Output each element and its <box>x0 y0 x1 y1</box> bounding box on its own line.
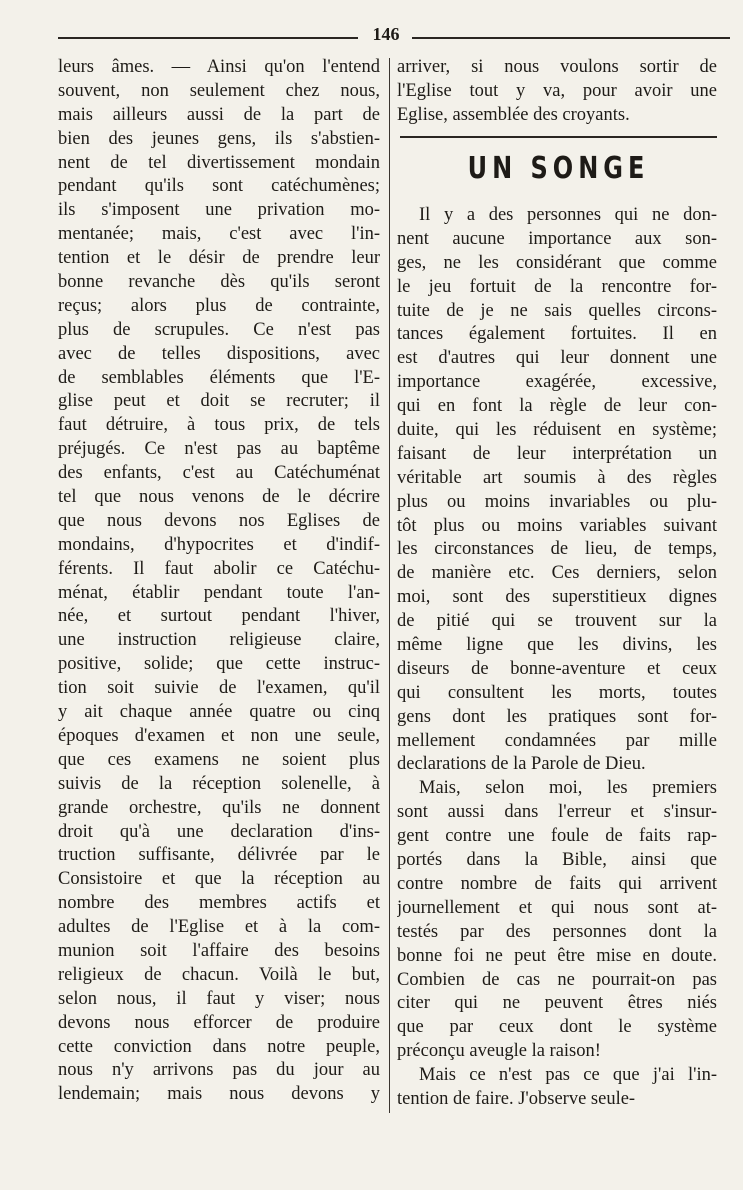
left-column-line: ménat, établir pendant toute l'an- <box>58 582 380 603</box>
paragraph-2-line: journellement et qui nous sont at- <box>397 897 717 918</box>
left-column-line: bien des jeunes gens, ils s'abstien- <box>58 128 380 149</box>
left-column-line: lendemain; mais nous devons y <box>58 1084 380 1105</box>
paragraph-2-line: testés par des personnes dont la <box>397 921 717 942</box>
left-column-line: reçus; alors plus de contrainte, <box>58 295 380 316</box>
paragraph-2-line: sont aussi dans l'erreur et s'insur- <box>397 802 717 823</box>
header-rule-left <box>58 37 358 39</box>
left-column-line: nous n'y arrivons pas du jour au <box>58 1060 380 1081</box>
left-column-line: que nous devons nos Eglises de <box>58 510 380 531</box>
left-column-line: devons nous efforcer de produire <box>58 1012 380 1033</box>
paragraph-1-line: les circonstances de lieu, de temps, <box>397 539 717 560</box>
left-column-line: grande orchestre, qu'ils ne donnent <box>58 797 380 818</box>
right-column-body <box>397 204 717 1112</box>
paragraph-1-line: de pitié qui se trouvent sur la <box>397 611 717 632</box>
left-column-line: une instruction religieuse claire, <box>58 630 380 651</box>
paragraph-1-line: qui en font la règle de leur con- <box>397 396 717 417</box>
paragraph-1-line: même ligne que les divins, les <box>397 635 717 656</box>
left-column-line: tel que nous venons de le décrire <box>58 487 380 508</box>
left-column-line: ils s'imposent une privation mo- <box>58 200 380 221</box>
left-column-line: cette conviction dans notre peuple, <box>58 1036 380 1057</box>
paragraph-1-line: gens dont les pratiques sont for- <box>397 706 717 727</box>
paragraph-1-line: de manière etc. Ces derniers, selon <box>397 563 717 584</box>
left-column-line: selon nous, il faut y viser; nous <box>58 988 380 1009</box>
left-column <box>58 56 380 1107</box>
section-title: UN SONGE <box>467 150 650 186</box>
header-rule-right <box>412 37 730 39</box>
left-column-line: droit qu'à une declaration d'ins- <box>58 821 380 842</box>
left-column-line: pendant qu'ils sont catéchumènes; <box>58 176 380 197</box>
paragraph-1-line: moi, sont des superstitieux dignes <box>397 587 717 608</box>
paragraph-1-line: ges, ne les considérant que comme <box>397 252 717 273</box>
intro-line: l'Eglise tout y va, pour avoir une <box>397 80 717 101</box>
paragraph-2-line: préconçu aveugle la raison! <box>397 1041 601 1062</box>
left-column-line: tention et le désir de prendre leur <box>58 248 380 269</box>
paragraph-2-line: portés dans la Bible, ainsi que <box>397 850 717 871</box>
paragraph-1-line: nent aucune importance aux son- <box>397 228 717 249</box>
left-column-line: préjugés. Ce n'est pas au baptême <box>58 439 380 460</box>
left-column-line: truction suffisante, délivrée par le <box>58 845 380 866</box>
right-column-intro <box>397 56 717 128</box>
paragraph-2-line: gent contre une foule de faits rap- <box>397 826 717 847</box>
paragraph-1-line: plus ou moins invariables ou plu- <box>397 491 717 512</box>
paragraph-3-line: Mais ce n'est pas ce que j'ai l'in- <box>419 1065 717 1086</box>
column-divider <box>389 58 390 1113</box>
paragraph-1-line: qui consultent les morts, toutes <box>397 682 717 703</box>
left-column-line: mondains, d'hypocrites et d'indif- <box>58 534 380 555</box>
left-column-line: nent de tel divertissement mondain <box>58 152 380 173</box>
intro-line: arriver, si nous voulons sortir de <box>397 57 717 77</box>
paragraph-2 <box>397 777 717 1064</box>
paragraph-1-line: tuite de je ne sais quelles circons- <box>397 300 717 321</box>
paragraph-1-line: est d'autres qui leur donnent une <box>397 348 717 369</box>
paragraph-1-line: tances également fortuites. Il en <box>397 324 717 345</box>
left-column-line: faut détruire, à tous prix, de tels <box>58 415 380 436</box>
paragraph-1-line: tôt plus ou moins variables suivant <box>397 515 717 536</box>
paragraph-2-line: citer qui ne peuvent êtres niés <box>397 993 717 1014</box>
paragraph-1 <box>397 204 717 777</box>
left-column-line: férents. Il faut abolir ce Catéchu- <box>58 558 380 579</box>
paragraph-1-line: le jeu fortuit de la rencontre for- <box>397 276 717 297</box>
left-column-line: suivis de la réception solenelle, à <box>58 773 380 794</box>
left-column-line: bonne revanche dès qu'ils seront <box>58 272 380 293</box>
running-header <box>40 22 730 52</box>
left-column-line: avec de telles dispositions, avec <box>58 343 380 364</box>
left-column-line: Consistoire et que la réception au <box>58 869 380 890</box>
paragraph-1-line: véritable art soumis à des règles <box>397 467 717 488</box>
left-column-line: tion soit suivie de l'examen, qu'il <box>58 678 380 699</box>
paragraph-1-line: mellement condamnées par mille <box>397 730 717 751</box>
left-column-line: des enfants, c'est au Catéchuménat <box>58 463 380 484</box>
left-column-line: nombre des membres actifs et <box>58 893 380 914</box>
left-column-line: née, et surtout pendant l'hiver, <box>58 606 380 627</box>
paragraph-1-line: declarations de la Parole de Dieu. <box>397 754 646 775</box>
left-column-line: de semblables éléments que l'E- <box>58 367 380 388</box>
page-number: 146 <box>372 24 400 44</box>
left-column-line: positive, solide; que cette instruc- <box>58 654 380 675</box>
paragraph-1-line: duite, qui les réduisent en système; <box>397 420 717 441</box>
section-rule <box>400 136 717 138</box>
paragraph-1-line: importance exagérée, excessive, <box>397 372 717 393</box>
paragraph-1-line: Il y a des personnes qui ne don- <box>419 205 717 225</box>
paragraph-3-line: tention de faire. J'observe seule- <box>397 1088 636 1109</box>
left-column-line: glise peut et doit se recruter; il <box>58 391 380 412</box>
left-column-line: mais ailleurs aussi de la part de <box>58 104 380 125</box>
paragraph-2-line: Combien de cas ne pourrait-on pas <box>397 969 717 990</box>
paragraph-2-line: bonne foi ne peut être mise en doute. <box>397 945 717 966</box>
left-column-line: leurs âmes. — Ainsi qu'on l'entend <box>58 57 380 77</box>
paragraph-3 <box>397 1064 717 1112</box>
left-column-line: époques d'examen et non une seule, <box>58 725 380 746</box>
left-column-line: munion soit l'affaire des besoins <box>58 940 380 961</box>
left-column-line: religieux de chacun. Voilà le but, <box>58 964 380 985</box>
left-column-line: y ait chaque année quatre ou cinq <box>58 702 380 723</box>
paragraph-2-line: Mais, selon moi, les premiers <box>419 778 717 799</box>
intro-line: Eglise, assemblée des croyants. <box>397 104 630 125</box>
left-column-line: plus de scrupules. Ce n'est pas <box>58 319 380 340</box>
paragraph-2-line: contre nombre de faits qui arrivent <box>397 873 717 894</box>
left-column-line: souvent, non seulement chez nous, <box>58 80 380 101</box>
left-column-line: mentanée; mais, c'est avec l'in- <box>58 224 380 245</box>
paragraph-2-line: que par ceux dont le système <box>397 1017 717 1038</box>
left-column-line: adultes de l'Eglise et à la com- <box>58 917 380 938</box>
paragraph-1-line: diseurs de bonne-aventure et ceux <box>397 658 717 679</box>
paragraph-1-line: faisant de leur interprétation un <box>397 443 717 464</box>
left-column-line: que ces examens ne soient plus <box>58 749 380 770</box>
